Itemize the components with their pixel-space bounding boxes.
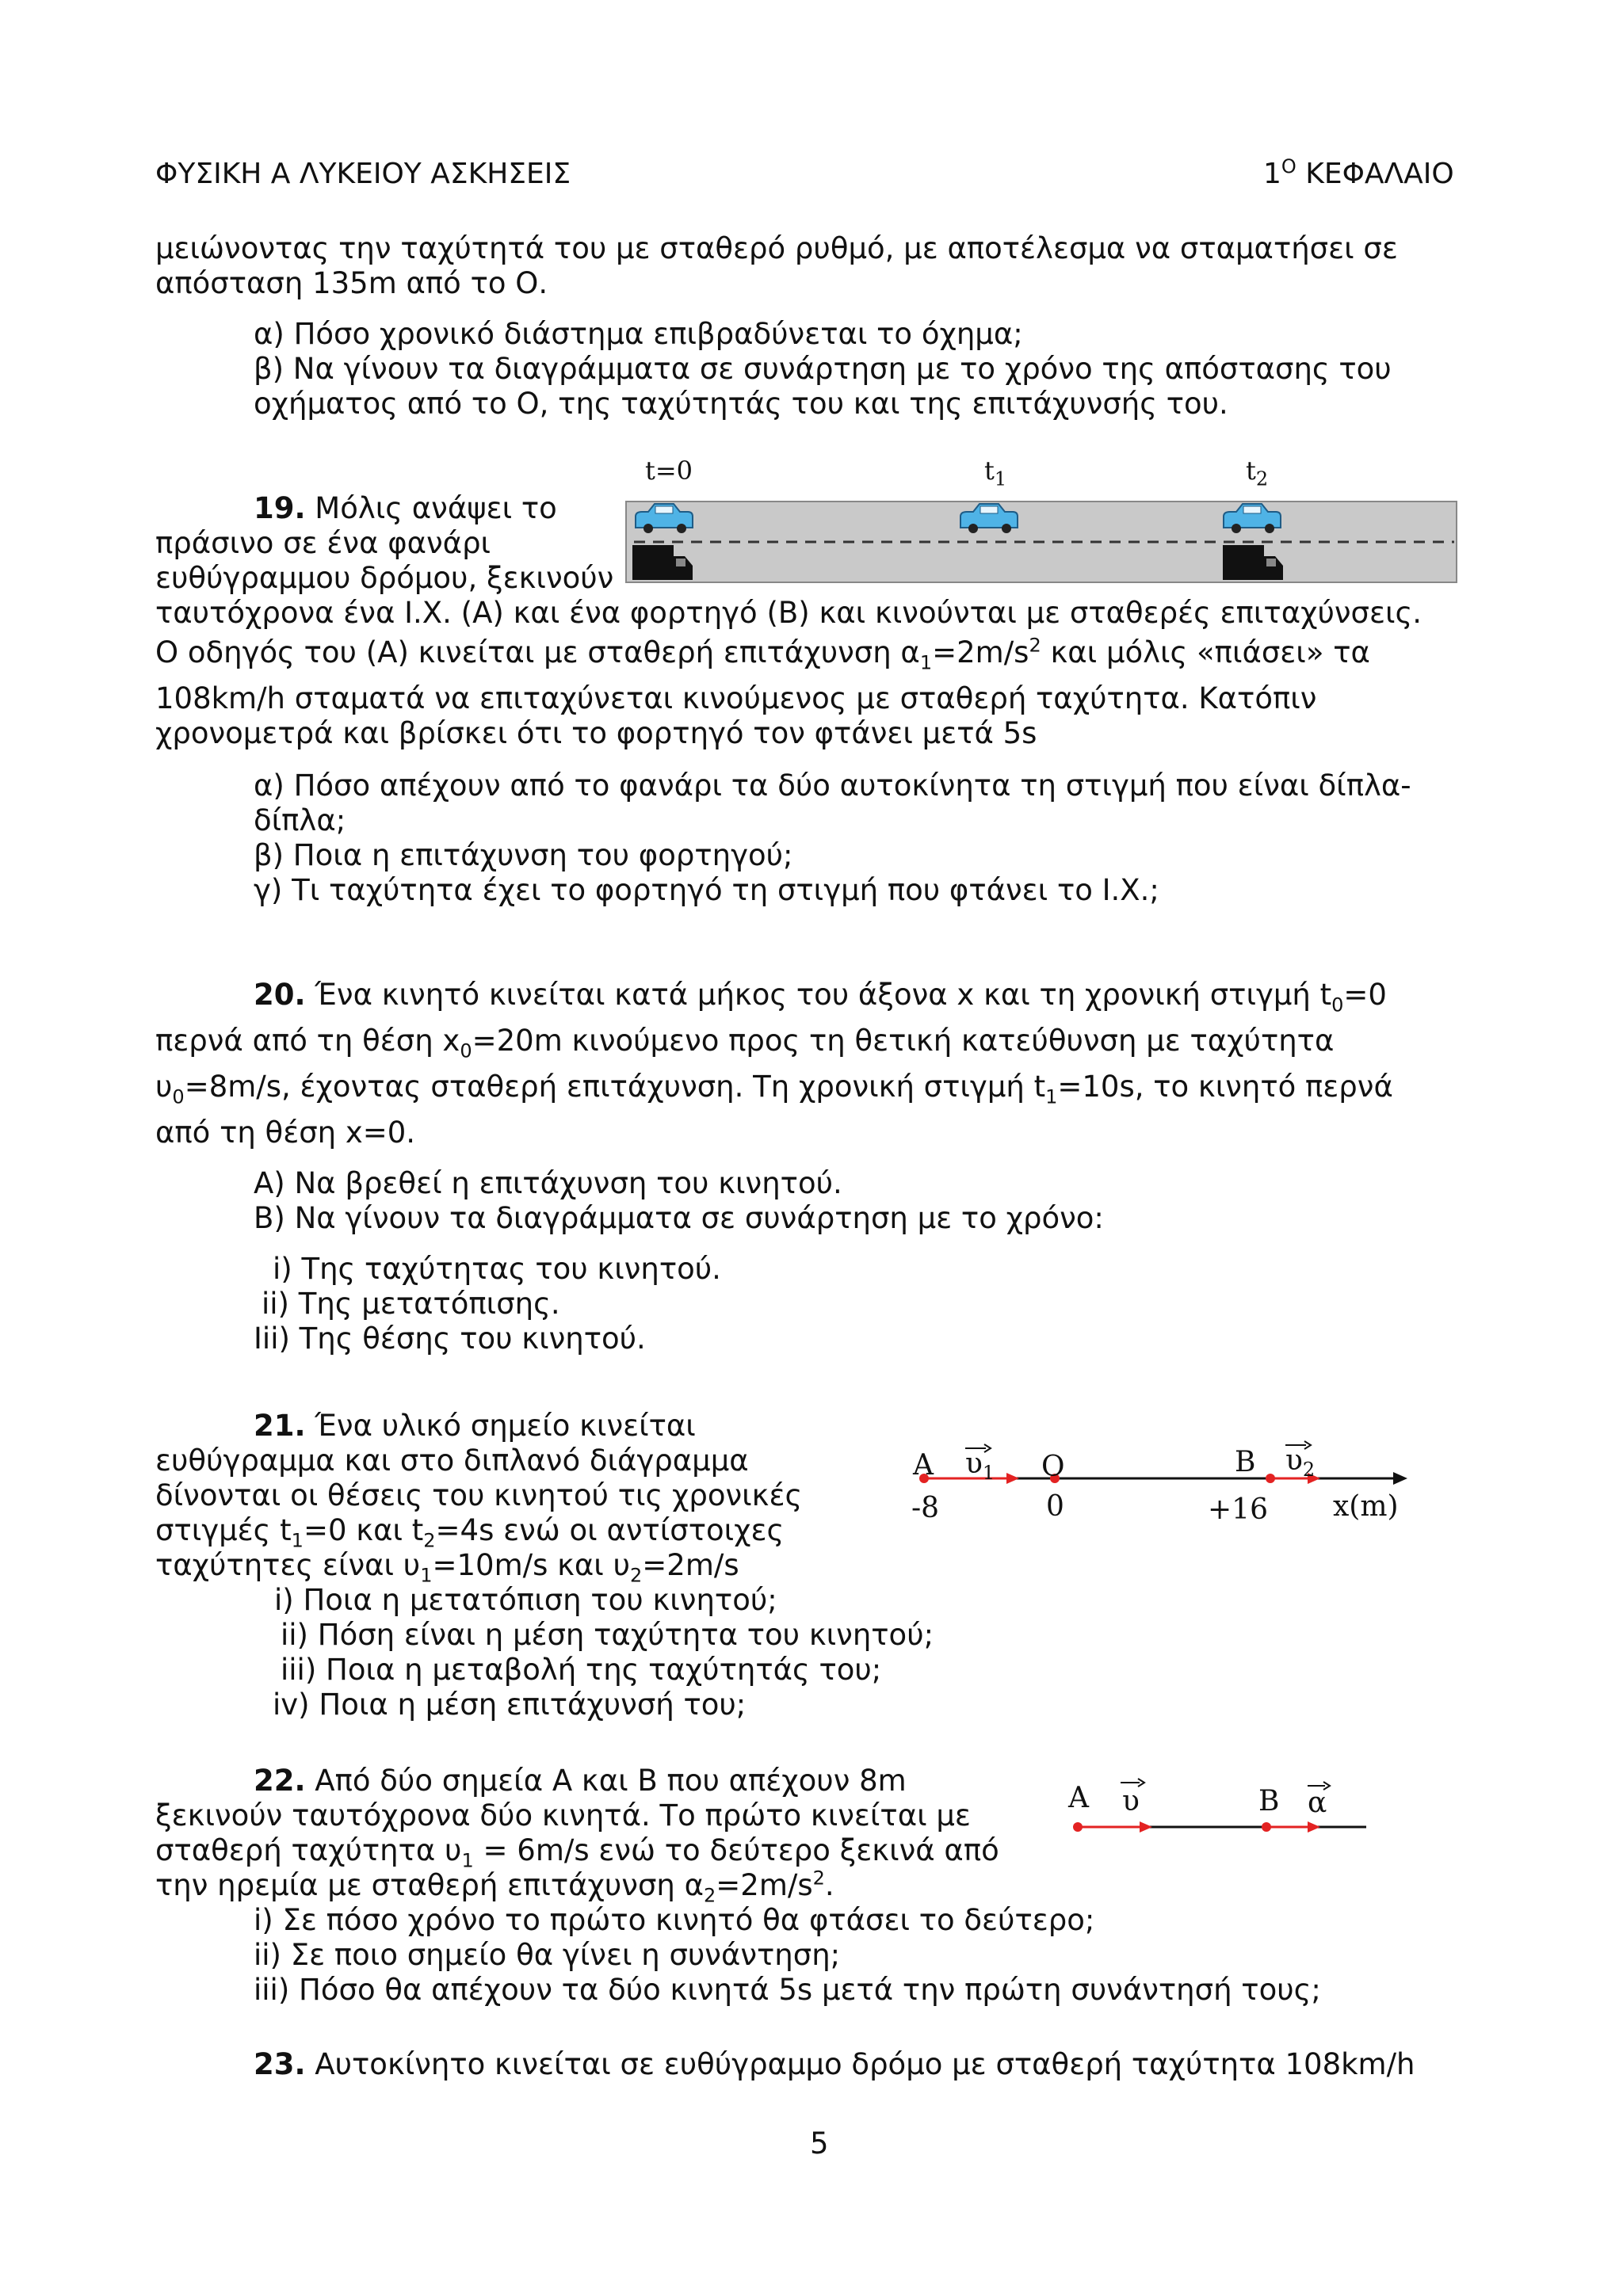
fig21-v1-arrowhead: [1006, 1473, 1019, 1484]
fig19-label-t1: $t_1$: [984, 456, 1007, 490]
ex20-item-i: i) Της ταχύτητας του κινητού.: [273, 1252, 721, 1286]
ex20-item-iii: Iii) Της θέσης του κινητού.: [254, 1322, 646, 1356]
chapter-label: ΚΕΦΑΛΑΙΟ: [1296, 158, 1454, 190]
ex19-number: 19.: [254, 491, 306, 525]
ex19-line-3: ευθύγραμμου δρόμου, ξεκινούν: [155, 561, 614, 595]
fig22-point-B: [1262, 1822, 1271, 1832]
fig22-label-A: A: [1068, 1782, 1089, 1814]
ex22-line-4: την ηρεμία με σταθερή επιτάχυνση $\alpha_2=2m/s^2$.: [155, 1867, 834, 1907]
ex21-item-i: i) Ποια η μετατόπιση του κινητού;: [274, 1583, 777, 1617]
fig19-label-t0: t=0: [645, 456, 693, 486]
ex22-line-2: ξεκινούν ταυτόχρονα δύο κινητά. Το πρώτο κινείται με: [155, 1798, 971, 1833]
ex19-line-4: ταυτόχρονα ένα Ι.Χ. (Α) και ένα φορτηγό (Β) και κινούνται με σταθερές επιταχύνσεις.: [155, 596, 1422, 630]
intro-question-a: α) Πόσο χρονικό διάστημα επιβραδύνεται το όχημα;: [254, 317, 1023, 351]
intro-line-1: μειώνοντας την ταχύτητά του με σταθερό ρυθμό, με αποτέλεσμα να σταματήσει σε: [155, 231, 1398, 265]
fig21-label-v1: $\upsilon_1$: [965, 1447, 995, 1485]
ex19-road-figure: [626, 458, 1466, 589]
fig22-label-B: B: [1258, 1785, 1280, 1817]
ex19-question-c: γ) Τι ταχύτητα έχει το φορτηγό τη στιγμή που φτάνει το Ι.Χ.;: [254, 873, 1159, 907]
ex19-line-6: 108km/h σταματά να επιταχύνεται κινούμενος με σταθερή ταχύτητα. Κατόπιν: [155, 681, 1317, 715]
fig21-point-B: [1266, 1474, 1275, 1483]
ex20-question-A: Α) Να βρεθεί η επιτάχυνση του κινητού.: [254, 1166, 842, 1200]
ex21-line-4: στιγμές $t_1=0$ και $t_2=4s$ ενώ οι αντίστοιχες: [155, 1513, 785, 1552]
header-chapter: [1263, 157, 1454, 192]
ex20-line-2: περνά από τη θέση $x_0=20m$ κινούμενο προς τη θετική κατεύθυνση με ταχύτητα: [155, 1024, 1335, 1062]
ex20-item-ii: ii) Της μετατόπισης.: [262, 1287, 560, 1321]
ex19-question-a-1: α) Πόσο απέχουν από το φανάρι τα δύο αυτοκίνητα τη στιγμή που είναι δίπλα-: [254, 769, 1411, 803]
ex23-number: 23.: [254, 2047, 306, 2081]
ex21-line-5: ταχύτητες είναι $\upsilon_1=10m/s$ και $\upsilon_2=2m/s$: [155, 1548, 739, 1587]
ex21-item-iv: iv) Ποια η μέση επιτάχυνσή του;: [273, 1688, 747, 1722]
ex19-question-a-2: δίπλα;: [254, 803, 346, 837]
ex19-line-5: Ο οδηγός του (Α) κινείται με σταθερή επιτάχυνση $\alpha_1=2m/s^2$ και μόλις «πιάσει» τα: [155, 634, 1370, 674]
ex22-number: 22.: [254, 1764, 306, 1798]
fig21-label-A: A: [913, 1449, 934, 1482]
ex21-line-3: δίνονται οι θέσεις του κινητού τις χρονικές: [155, 1478, 803, 1512]
fig22-svg: [1046, 1775, 1379, 1846]
fig21-tick-B: +16: [1208, 1493, 1268, 1526]
fig21-label-v2: $\upsilon_2$: [1285, 1444, 1316, 1482]
ex20-number: 20.: [254, 978, 306, 1012]
ex21-line-1: 21. Ένα υλικό σημείο κινείται: [254, 1409, 696, 1443]
chapter-sup: Ο: [1281, 155, 1296, 177]
ex20-line-1: 20. Ένα κινητό κινείται κατά μήκος του άξονα x και τη χρονική στιγμή $t_0=0$: [254, 978, 1387, 1016]
intro-line-2: απόσταση 135m από το Ο.: [155, 266, 548, 300]
ex23-line-1: 23. Αυτοκίνητο κινείται σε ευθύγραμμο δρόμο με σταθερή ταχύτητα 108km/h: [254, 2047, 1415, 2081]
ex22-figure: [1046, 1775, 1379, 1846]
fig21-tick-O: 0: [1046, 1490, 1064, 1523]
ex19-line-2: πράσινο σε ένα φανάρι: [155, 526, 491, 560]
fig21-axis-label: x(m): [1333, 1490, 1399, 1523]
ex21-axis-figure: [903, 1439, 1411, 1550]
fig22-a-arrowhead: [1308, 1821, 1320, 1833]
header-title: ΦΥΣΙΚΗ Α ΛΥΚΕΙΟΥ ΑΣΚΗΣΕΙΣ: [155, 158, 571, 190]
fig22-label-v: υ: [1122, 1785, 1140, 1817]
fig19-road-svg: [626, 458, 1466, 589]
ex22-item-ii: ii) Σε ποιο σημείο θα γίνει η συνάντηση;: [254, 1938, 841, 1972]
fig21-label-B: B: [1235, 1446, 1256, 1478]
ex21-item-iii: iii) Ποια η μεταβολή της ταχύτητάς του;: [281, 1653, 882, 1687]
ex19-line-7: χρονομετρά και βρίσκει ότι το φορτηγό τον φτάνει μετά 5s: [155, 716, 1037, 750]
page-number: 5: [810, 2126, 829, 2161]
ex22-line-1: 22. Από δύο σημεία Α και Β που απέχουν 8m: [254, 1764, 907, 1798]
ex21-line-2: ευθύγραμμα και στο διπλανό διάγραμμα: [155, 1444, 749, 1478]
chapter-number: 1: [1263, 158, 1281, 190]
fig21-label-O: O: [1041, 1451, 1065, 1483]
intro-question-b-1: β) Να γίνουν τα διαγράμματα σε συνάρτηση με το χρόνο της απόστασης του: [254, 352, 1392, 386]
ex21-item-ii: ii) Πόση είναι η μέση ταχύτητα του κινητού;: [281, 1618, 934, 1652]
ex20-question-B: Β) Να γίνουν τα διαγράμματα σε συνάρτηση με το χρόνο:: [254, 1201, 1104, 1235]
ex19-question-b: β) Ποια η επιτάχυνση του φορτηγού;: [254, 838, 793, 872]
ex19-line-1: [254, 491, 557, 526]
intro-question-b-2: οχήματος από το Ο, της ταχύτητάς του και της επιτάχυνσής του.: [254, 387, 1228, 421]
ex22-line-3: σταθερή ταχύτητα $\upsilon_1 = 6m/s$ ενώ το δεύτερο ξεκινά από: [155, 1833, 999, 1872]
fig19-label-t2: $t_2$: [1246, 456, 1269, 490]
ex22-item-i: i) Σε πόσο χρόνο το πρώτο κινητό θα φτάσει το δεύτερο;: [254, 1903, 1095, 1937]
fig22-v-arrowhead: [1140, 1821, 1152, 1833]
ex21-number: 21.: [254, 1409, 306, 1443]
fig22-label-a: α: [1308, 1787, 1327, 1819]
ex19-line-1-text: Μόλις ανάψει το: [305, 491, 557, 525]
fig21-axis-arrowhead: [1393, 1472, 1407, 1485]
ex20-line-3: $\upsilon_0=8m/s$, έχοντας σταθερή επιτάχυνση. Τη χρονική στιγμή $t_1=10s$, το κινητό περνά: [155, 1070, 1393, 1108]
ex22-item-iii: iii) Πόσο θα απέχουν τα δύο κινητά 5s μετά την πρώτη συνάντησή τους;: [254, 1973, 1321, 2007]
fig21-tick-A: -8: [911, 1492, 940, 1524]
ex20-line-4: από τη θέση x=0.: [155, 1116, 416, 1150]
fig22-point-A: [1073, 1822, 1083, 1832]
